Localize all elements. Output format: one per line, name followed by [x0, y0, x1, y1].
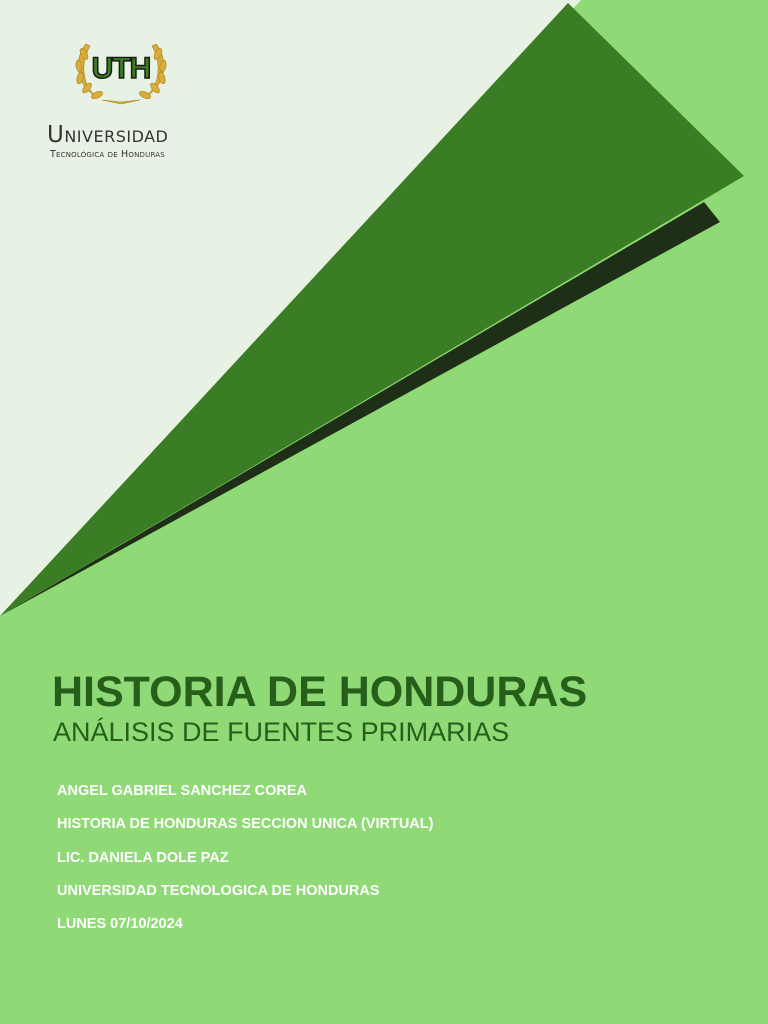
university-logo [44, 36, 204, 166]
course-name: HISTORIA DE HONDURAS SECCION UNICA (VIRTUAL) [57, 816, 434, 833]
document-subtitle: ANÁLISIS DE FUENTES PRIMARIAS [53, 717, 510, 747]
institution-name: UNIVERSIDAD TECNOLOGICA DE HONDURAS [57, 882, 380, 899]
instructor-name: LIC. DANIELA DOLE PAZ [57, 849, 229, 866]
document-title: HISTORIA DE HONDURAS [52, 668, 588, 716]
university-subname: Tecnológica de Honduras [50, 149, 165, 160]
cover-info-list [57, 780, 433, 946]
student-name: ANGEL GABRIEL SANCHEZ COREA [57, 783, 308, 799]
university-name: Universidad [47, 122, 169, 148]
logo-mark: UTH [91, 52, 151, 85]
document-date: LUNES 07/10/2024 [57, 916, 183, 933]
